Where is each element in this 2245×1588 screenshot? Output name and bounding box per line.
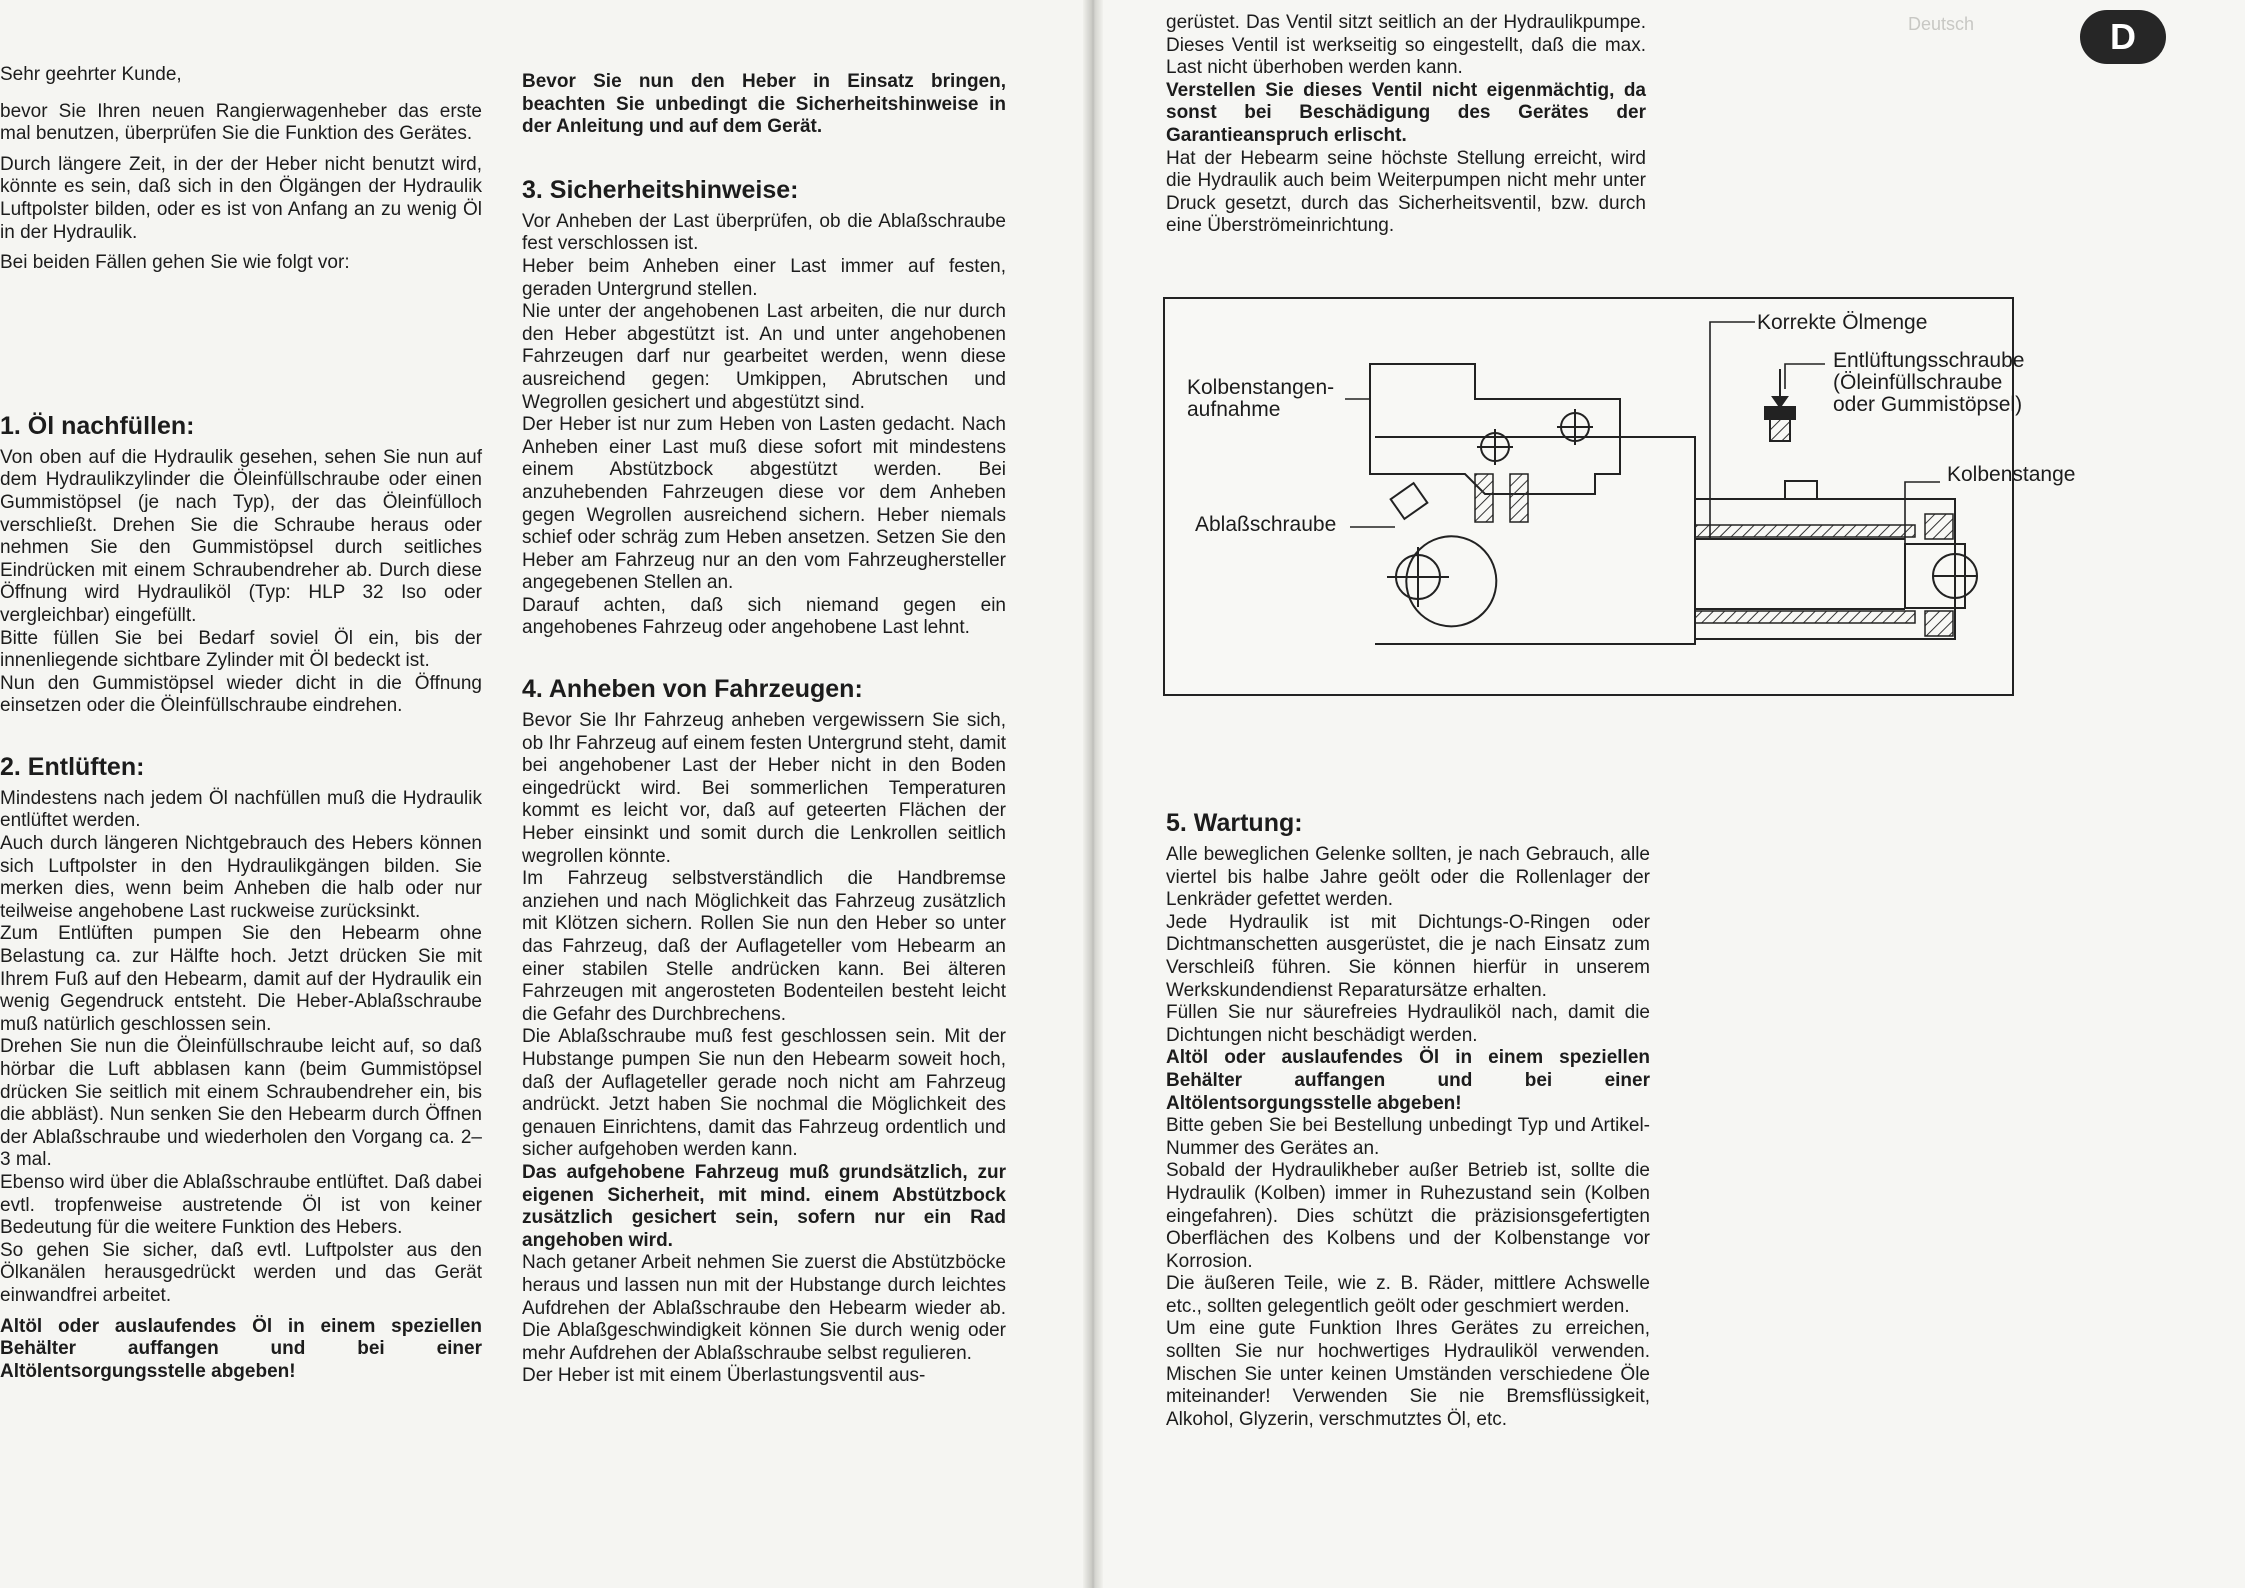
- section-heading-oil-refill: 1. Öl nachfüllen:: [0, 411, 195, 440]
- body-paragraph: Ebenso wird über die Ablaßschraube entlüftet. Daß dabei evtl. tropfenweise austretende Öl ist von keiner Bedeutung für die weitere Funktion des Hebers.: [0, 1171, 482, 1239]
- body-paragraph: Der Heber ist mit einem Überlastungsventil aus-: [522, 1365, 926, 1387]
- body-paragraph: Drehen Sie nun die Öleinfüllschraube leicht auf, so daß hörbar die Luft abblasen kann (beim Gummistöpsel drücken Sie seitlich mit einem Schraubendreher ein, bis die abbläst). Nun senken Sie den Hebearm durch Öffnen der Ablaßschraube und wiederholen den Vorgang ca. 2–3 mal.: [0, 1036, 482, 1171]
- body-paragraph: gerüstet. Das Ventil sitzt seitlich an der Hydraulikpumpe. Dieses Ventil ist werkseitig so eingestellt, daß die max. Last nicht überhoben werden kann.: [1166, 12, 1646, 79]
- waste-oil-warning: Altöl oder auslaufendes Öl in einem speziellen Behälter auffangen und bei einer Altölentsorgungsstelle abgeben!: [1166, 1047, 1650, 1114]
- label-vent-screw-sub: oder Gummistöpsel): [1833, 393, 2023, 416]
- body-paragraph: Nie unter der angehobenen Last arbeiten, die nur durch den Heber abgestützt ist. An und unter angehobenen Fahrzeugen darf nur gearbeitet werden, wenn diese ausreichend gegen: Umkippen, Abrutschen und Wegrollen gesichert und abgestützt sind.: [522, 301, 1006, 413]
- left-column-2: [522, 71, 1006, 1388]
- right-column-maintenance: [1166, 808, 1650, 1431]
- greeting: Sehr geehrter Kunde,: [0, 64, 182, 85]
- section-heading-venting: 2. Entlüften:: [0, 752, 145, 781]
- body-paragraph: Um eine gute Funktion Ihres Gerätes zu erreichen, sollten Sie nur hochwertiges Hydrauliköl verwenden. Mischen Sie unter keinen Umständen verschiedene Öle miteinander! Verwenden Sie nie Bremsflüssigkeit, Alkohol, Glyzerin, verschmutztes Öl, etc.: [1166, 1318, 1650, 1430]
- body-paragraph: Darauf achten, daß sich niemand gegen ein angehobenes Fahrzeug oder angehobene Last lehnt.: [522, 594, 1006, 639]
- waste-oil-warning: Altöl oder auslaufendes Öl in einem speziellen Behälter auffangen und bei einer Altölentsorgungsstelle abgeben!: [0, 1315, 482, 1382]
- label-rod-mount: aufnahme: [1187, 398, 1281, 421]
- body-paragraph: Bitte geben Sie bei Bestellung unbedingt Typ und Artikel-Nummer des Gerätes an.: [1166, 1115, 1650, 1159]
- body-paragraph: Mindestens nach jedem Öl nachfüllen muß die Hydraulik entlüftet werden.: [0, 787, 482, 832]
- intro-paragraph: bevor Sie Ihren neuen Rangierwagenheber das erste mal benutzen, überprüfen Sie die Funktion des Gerätes.: [0, 100, 482, 145]
- section-heading-lifting: 4. Anheben von Fahrzeugen:: [522, 675, 863, 704]
- label-vent-screw: Entlüftungsschraube: [1833, 349, 2025, 372]
- label-vent-screw-sub: (Öleinfüllschraube: [1833, 371, 2003, 394]
- language-badge: D: [2080, 10, 2166, 64]
- body-paragraph: Füllen Sie nur säurefreies Hydrauliköl nach, damit die Dichtungen nicht beschädigt werden.: [1166, 1002, 1650, 1046]
- label-drain-screw: Ablaßschraube: [1195, 513, 1337, 536]
- show-through-text: Deutsch: [1908, 14, 1975, 34]
- body-paragraph: Bevor Sie Ihr Fahrzeug anheben vergewissern Sie sich, ob Ihr Fahrzeug auf einem festen Untergrund steht, damit bei angehobener Last der Heber nicht in den Boden eingedrückt wird. Bei sommerlichen Temperaturen kommt es leicht vor, daß auf geteerten Flächen der Heber einsinkt und somit durch die Lenkrollen seitlich wegrollen könnte.: [522, 710, 1006, 867]
- body-paragraph: Sobald der Hydraulikheber außer Betrieb ist, sollte die Hydraulik (Kolben) immer in Ruhezustand sein (Kolben eingefahren). Dies schützt die präzisionsgefertigten Oberflächen des Kolbens und der Kolbenstange vor Korrosion.: [1166, 1160, 1650, 1272]
- body-paragraph: Nach getaner Arbeit nehmen Sie zuerst die Abstützböcke heraus und lassen nun mit der Hubstange durch leichtes Aufdrehen der Ablaßschraube den Hebearm wieder ab. Die Ablaßgeschwindigkeit können Sie durch wenig oder mehr Aufdrehen der Ablaßschraube selbst regulieren.: [522, 1252, 1006, 1364]
- body-paragraph: Von oben auf die Hydraulik gesehen, sehen Sie nun auf dem Hydraulikzylinder die Öleinfüllschraube oder einen Gummistöpsel (je nach Typ), der das Öleinfülloch verschließt. Drehen Sie die Schraube heraus oder nehmen Sie den Gummistöpsel durch seitliches Eindrücken mit einem Schraubendreher ab. Durch diese Öffnung wird Hydrauliköl (Typ: HLP 32 Iso oder vergleichbar) eingefüllt.: [0, 446, 482, 626]
- body-paragraph: Nun den Gummistöpsel wieder dicht in die Öffnung einsetzen oder die Öleinfüllschraube eindrehen.: [0, 672, 482, 717]
- body-paragraph: Heber beim Anheben einer Last immer auf festen, geraden Untergrund stellen.: [522, 255, 1006, 300]
- body-paragraph: Zum Entlüften pumpen Sie den Hebearm ohne Belastung ca. zur Hälfte hoch. Jetzt drücken Sie mit Ihrem Fuß auf den Hebearm, damit auf der Hydraulik ein wenig Gegendruck entsteht. Die Heber-Ablaßschraube muß natürlich geschlossen sein.: [0, 923, 482, 1035]
- label-correct-oil-level: Korrekte Ölmenge: [1757, 311, 1928, 334]
- section-heading-safety: 3. Sicherheitshinweise:: [522, 175, 799, 204]
- body-paragraph: So gehen Sie sicher, daß evtl. Luftpolster aus den Ölkanälen herausgedrückt werden und das Gerät einwandfrei arbeitet.: [0, 1239, 482, 1306]
- intro-paragraph: Durch längere Zeit, in der der Heber nicht benutzt wird, könnte es sein, daß sich in den Ölgängen der Hydraulik Luftpolster bilden, oder es ist von Anfang an zu wenig Öl in der Hydraulik.: [0, 153, 482, 243]
- label-rod-mount: Kolbenstangen-: [1187, 376, 1335, 399]
- body-paragraph: Die äußeren Teile, wie z. B. Räder, mittlere Achswelle etc., sollten gelegentlich geölt oder geschmiert werden.: [1166, 1273, 1650, 1317]
- right-column-top: [1166, 12, 1646, 238]
- body-paragraph: Auch durch längeren Nichtgebrauch des Hebers können sich Luftpolster in den Hydraulikgängen bilden. Sie merken dies, wenn beim Anheben die halb oder nur teilweise angehobene Last ruckweise zurücksinkt.: [0, 833, 482, 922]
- section-heading-maintenance: 5. Wartung:: [1166, 809, 1303, 837]
- body-paragraph: Im Fahrzeug selbstverständlich die Handbremse anziehen und nach Möglichkeit das Fahrzeug zusätzlich mit Klötzen sichern. Rollen Sie nun den Heber so unter das Fahrzeug, daß der Auflageteller vom Hebearm an einer stabilen Stelle andrücken kann. Bei älteren Fahrzeugen mit angerosteten Bodenteilen besteht leicht die Gefahr des Durchbrechens.: [522, 868, 1006, 1025]
- body-paragraph: Alle beweglichen Gelenke sollten, je nach Gebrauch, alle viertel bis halbe Jahre geölt oder die Rollenlager der Lenkräder gefettet werden.: [1166, 844, 1650, 911]
- body-paragraph: Hat der Hebearm seine höchste Stellung erreicht, wird die Hydraulik auch beim Weiterpumpen nicht mehr unter Druck gesetzt, durch das Sicherheitsventil, bzw. durch eine Überströmeinrichtung.: [1166, 147, 1646, 237]
- left-column-1: [0, 64, 482, 1383]
- body-paragraph: Jede Hydraulik ist mit Dichtungs-O-Ringen oder Dichtmanschetten ausgerüstet, die je nach Einsatz zum Verschleiß führen. Sie können hierfür in unserem Werkskundendienst Reparatursätze erhalten.: [1166, 911, 1650, 1001]
- body-paragraph: Vor Anheben der Last überprüfen, ob die Ablaßschraube fest verschlossen ist.: [522, 210, 1006, 255]
- book-gutter: [1083, 0, 1103, 1588]
- label-piston-rod: Kolbenstange: [1947, 463, 2076, 486]
- body-paragraph: Die Ablaßschraube muß fest geschlossen sein. Mit der Hubstange pumpen Sie nun den Hebearm soweit hoch, daß der Auflageteller gerade noch nicht am Fahrzeug andrückt. Jetzt haben Sie nochmal die Möglichkeit des genauen Einrichtens, damit das Fahrzeug ordentlich und sicher aufgehoben werden kann.: [522, 1026, 1006, 1161]
- safety-intro: Bevor Sie nun den Heber in Einsatz bringen, beachten Sie unbedingt die Sicherheitshinweise in der Anleitung und auf dem Gerät.: [522, 71, 1006, 138]
- hydraulic-cylinder-diagram: [1163, 297, 2076, 696]
- body-paragraph: Der Heber ist nur zum Heben von Lasten gedacht. Nach Anheben einer Last muß diese sofort mit mindestens einem Abstützbock abgestützt werden. Bei anzuhebenden Fahrzeugen diese vor dem Anheben gegen Wegrollen ausreichend sichern. Heber niemals schief oder schräg zum Heben ansetzen. Setzen Sie den Heber am Fahrzeug nur an den vom Fahrzeughersteller angegebenen Stellen an.: [522, 414, 1006, 594]
- body-paragraph: Bitte füllen Sie bei Bedarf soviel Öl ein, bis der innenliegende sichtbare Zylinder mit Öl bedeckt ist.: [0, 627, 482, 672]
- support-warning: Das aufgehobene Fahrzeug muß grundsätzlich, zur eigenen Sicherheit, mit mind. einem Abstützbock zusätzlich gesichert sein, sofern nur ein Rad angehoben wird.: [522, 1161, 1006, 1251]
- valve-warning: Verstellen Sie dieses Ventil nicht eigenmächtig, da sonst bei Beschädigung des Gerätes der Garantieanspruch erlischt.: [1166, 79, 1646, 146]
- intro-paragraph: Bei beiden Fällen gehen Sie wie folgt vor:: [0, 252, 350, 274]
